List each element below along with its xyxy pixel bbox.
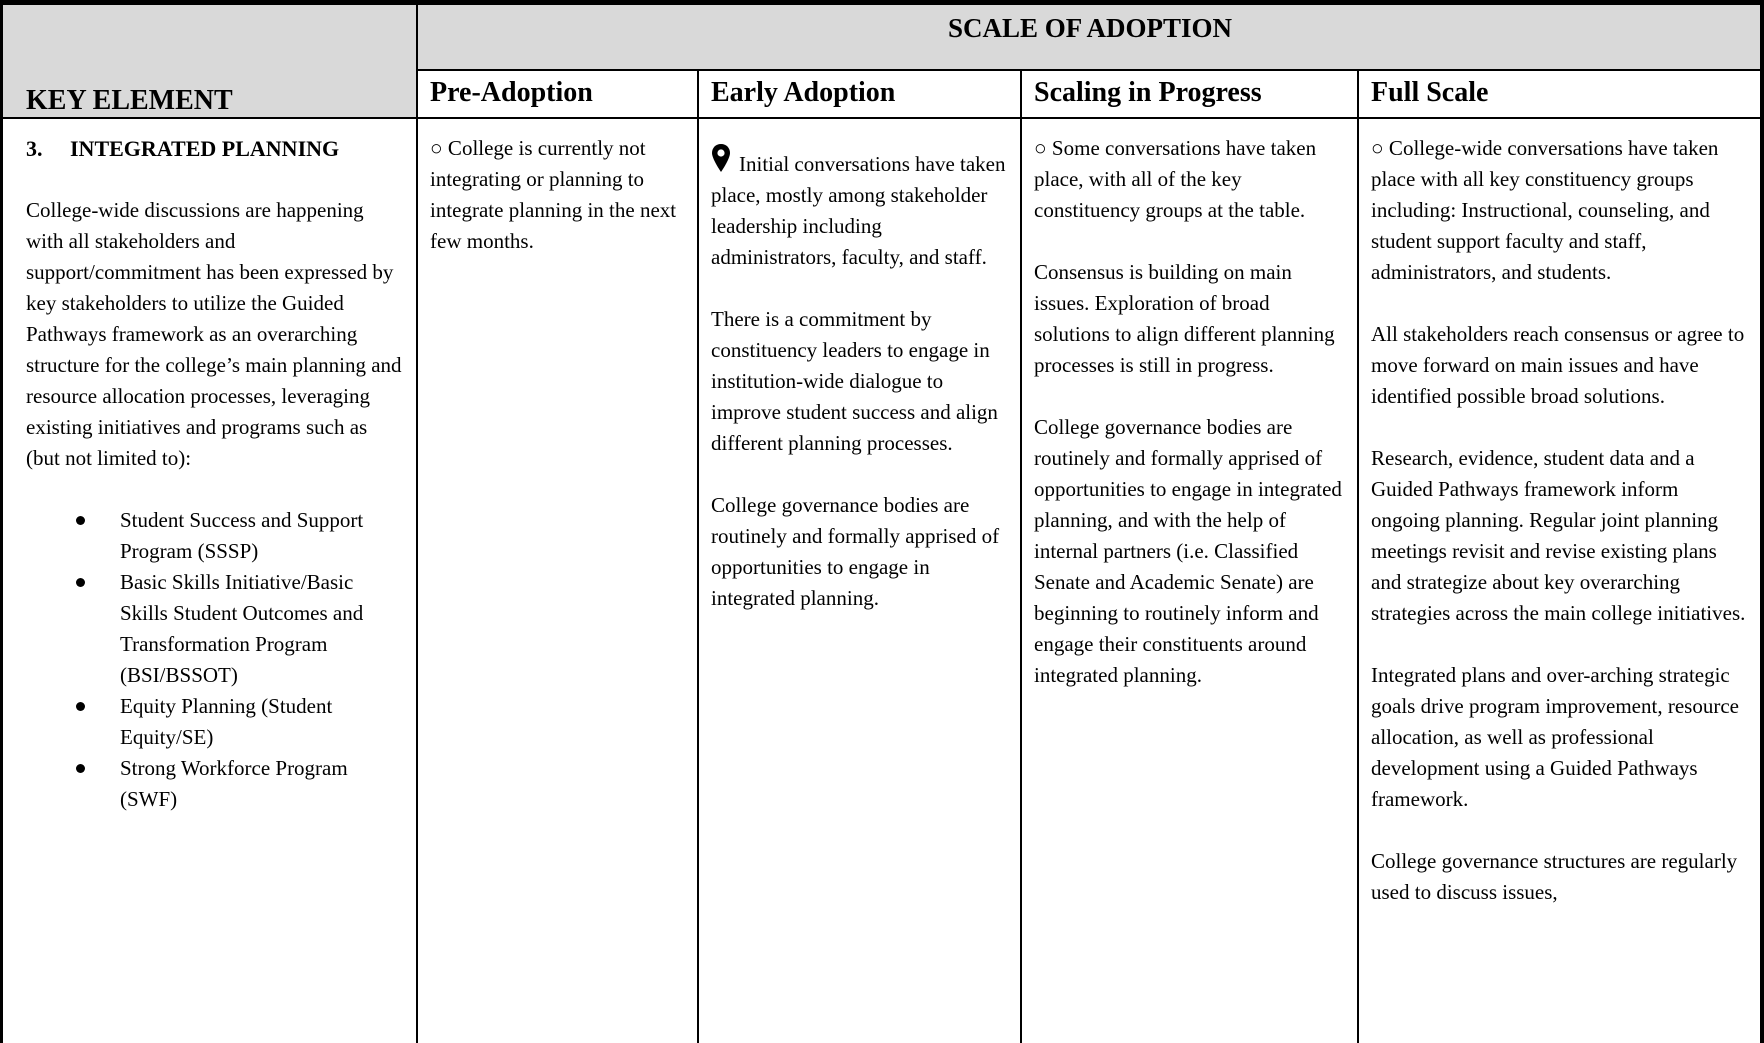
integrated-planning-row xyxy=(1,118,1763,1043)
program-item: Basic Skills Initiative/Basic Skills Student Outcomes and Transformation Program (BSI/BSSOT) xyxy=(120,567,406,691)
key-element-description: College-wide discussions are happening with all stakeholders and support/commitment has been expressed by key stakeholders to utilize the Guided Pathways framework as an overarching structure for the college’s main planning and resource allocation processes, leveraging existing initiatives and programs such as (but not limited to): xyxy=(26,198,402,470)
scaling-paragraph-1: ○ Some conversations have taken place, with all of the key constituency groups at the table. xyxy=(1034,136,1317,222)
scaling-in-progress-cell xyxy=(1021,118,1358,1043)
pre-adoption-text: ○ College is currently not integrating or planning to integrate planning in the next few months. xyxy=(430,136,677,253)
program-list xyxy=(26,505,406,815)
scaling-paragraph-2: Consensus is building on main issues. Exploration of broad solutions to align different planning processes is still in progress. xyxy=(1034,260,1335,377)
key-element-heading xyxy=(26,133,406,164)
early-adoption-paragraph-1-text: Initial conversations have taken place, mostly among stakeholder leadership including administrators, faculty, and staff. xyxy=(711,152,1006,269)
program-item: Strong Workforce Program (SWF) xyxy=(120,753,406,815)
program-item: Equity Planning (Student Equity/SE) xyxy=(120,691,406,753)
scaling-paragraph-3: College governance bodies are routinely and formally apprised of opportunities to engage in integrated planning, and with the help of internal partners (i.e. Classified Senate and Academic Senate) are beginning to routinely inform and engage their constituents around integrated planning. xyxy=(1034,415,1342,687)
scale-of-adoption-header xyxy=(417,4,1763,70)
early-adoption-cell xyxy=(698,118,1021,1043)
key-element-header-label: KEY ELEMENT xyxy=(26,85,233,116)
full-scale-paragraph-2: All stakeholders reach consensus or agree to move forward on main issues and have identified possible broad solutions. xyxy=(1371,322,1745,408)
full-scale-cell xyxy=(1358,118,1763,1043)
key-element-title: INTEGRATED PLANNING xyxy=(70,136,340,161)
full-scale-paragraph-5: College governance structures are regularly used to discuss issues, xyxy=(1371,849,1738,904)
scale-title-label: SCALE OF ADOPTION xyxy=(948,13,1233,43)
scale-header-row xyxy=(1,4,1763,70)
left-border xyxy=(0,0,3,1043)
key-element-header xyxy=(1,4,417,118)
full-scale-paragraph-4: Integrated plans and over-arching strategic goals drive program improvement, resource allocation, as well as professional development using a Guided Pathways framework. xyxy=(1371,663,1739,811)
key-element-cell xyxy=(1,118,417,1043)
right-border xyxy=(1760,0,1763,1043)
early-adoption-paragraph-2: There is a commitment by constituency leaders to engage in institution-wide dialogue to improve student success and align different planning processes. xyxy=(711,307,998,455)
stage-header-full-scale: Full Scale xyxy=(1358,70,1763,118)
early-adoption-paragraph-1 xyxy=(711,143,1010,273)
stage-header-scaling-in-progress: Scaling in Progress xyxy=(1021,70,1358,118)
stage-header-early-adoption: Early Adoption xyxy=(698,70,1021,118)
key-element-number: 3. xyxy=(26,136,43,161)
program-item: Student Success and Support Program (SSSP) xyxy=(120,505,406,567)
early-adoption-paragraph-3: College governance bodies are routinely and formally apprised of opportunities to engage in integrated planning. xyxy=(711,493,1000,610)
pre-adoption-cell xyxy=(417,118,698,1043)
adoption-table xyxy=(0,3,1764,1043)
stage-header-pre-adoption: Pre-Adoption xyxy=(417,70,698,118)
full-scale-paragraph-1: ○ College-wide conversations have taken place with all key constituency groups including: Instructional, counseling, and student support faculty and staff, administrators, and students. xyxy=(1371,136,1719,284)
top-border xyxy=(0,0,1764,4)
full-scale-paragraph-3: Research, evidence, student data and a Guided Pathways framework inform ongoing planning. Regular joint planning meetings revisit and revise existing plans and strategize about key overarching strategies across the main college initiatives. xyxy=(1371,446,1746,625)
map-pin-icon xyxy=(711,143,731,173)
